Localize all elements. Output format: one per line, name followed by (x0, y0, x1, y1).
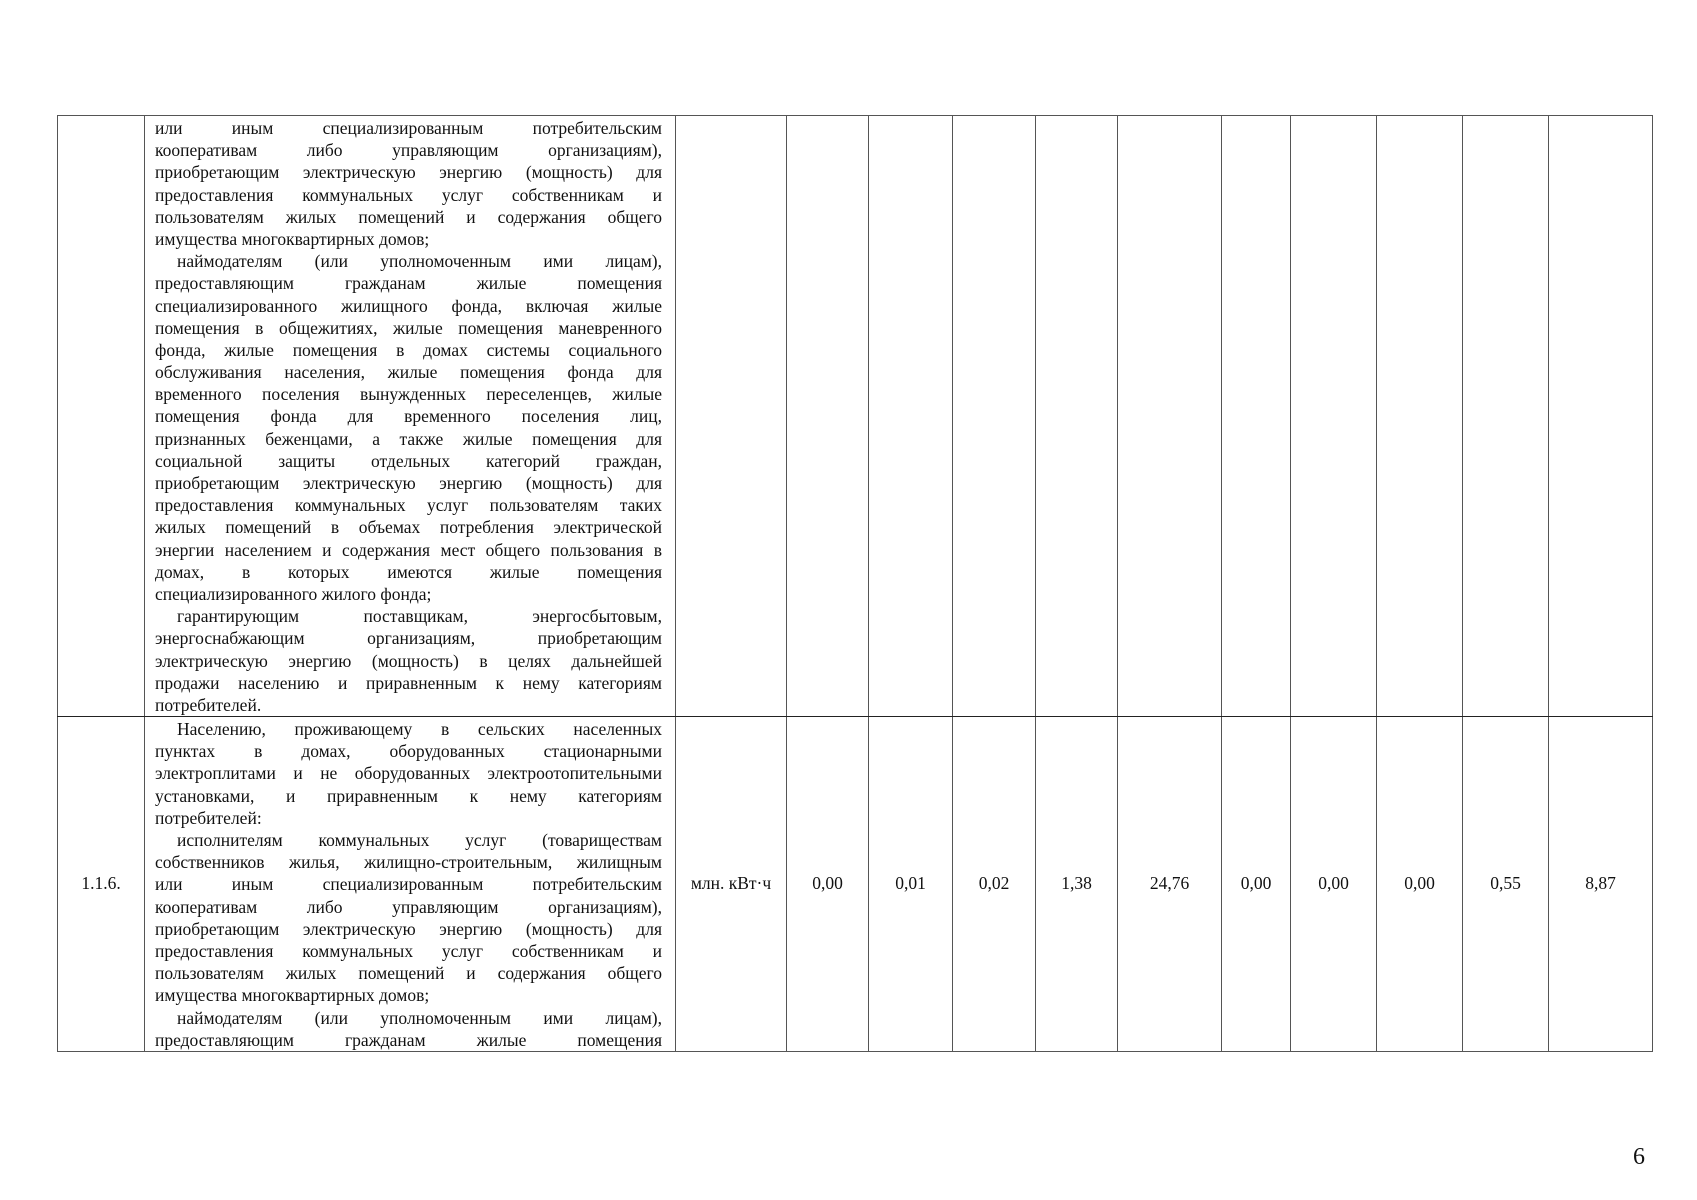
value-cell: 0,55 (1463, 717, 1549, 1052)
text-line: обслуживания населения, жилые помещения фонда для (155, 362, 662, 383)
text-line: имущества многоквартирных домов; (155, 985, 430, 1006)
row-number: 1.1.6. (58, 717, 145, 1052)
value-cell: 0,00 (1291, 717, 1377, 1052)
text-line: предоставления коммунальных услуг собственникам и (155, 940, 662, 961)
text-line: социальной защиты отдельных категорий граждан, (155, 450, 662, 471)
text-line: предоставляющим гражданам жилые помещения (155, 1029, 662, 1050)
table-row (58, 116, 1653, 717)
text-line: электроплитами и не оборудованных электроотопительными (155, 763, 662, 784)
text-line: пользователям жилых помещений и содержания общего (155, 963, 662, 984)
text-line: приобретающим электрическую энергию (мощность) для (155, 473, 662, 493)
text-line: домах, в которых имеются жилые помещения (155, 561, 662, 582)
text-line: помещения фонда для временного поселения лиц, (155, 406, 662, 427)
value-cell (953, 116, 1036, 717)
value-cell (1036, 116, 1118, 717)
page-number: 6 (1633, 1144, 1645, 1170)
value-cell: 0,00 (1222, 717, 1291, 1052)
text-line: приобретающим электрическую энергию (мощность) для (155, 162, 662, 183)
text-line: приобретающим электрическую энергию (мощность) для (155, 918, 662, 939)
text-line: наймодателям (или уполномоченным ими лицам), (177, 251, 662, 272)
value-cell (1377, 116, 1463, 717)
text-line: собственников жилья, жилищно-строительным, жилищным (155, 852, 662, 873)
value-cell: 0,02 (953, 717, 1036, 1052)
row-description (145, 116, 676, 717)
text-line: временного поселения вынужденных переселенцев, жилые (155, 384, 662, 405)
unit-cell (676, 116, 787, 717)
text-line: специализированного жилого фонда; (155, 583, 432, 604)
text-line: имущества многоквартирных домов; (155, 228, 430, 249)
text-line: или иным специализированным потребительским (155, 118, 662, 138)
text-line: фонда, жилые помещения в домах системы социального (155, 339, 662, 360)
row-number (58, 116, 145, 717)
text-line: специализированного жилищного фонда, включая жилые (155, 295, 662, 316)
unit-cell: млн. кВт·ч (676, 717, 787, 1052)
value-cell: 8,87 (1549, 717, 1653, 1052)
text-line: признанных беженцами, а также жилые помещения для (155, 428, 662, 449)
value-cell (787, 116, 869, 717)
value-cell (1549, 116, 1653, 717)
text-line: гарантирующим поставщикам, энергосбытовым, (177, 606, 662, 627)
text-line: или иным специализированным потребительским (155, 874, 662, 895)
text-line: электрическую энергию (мощность) в целях дальнейшей (155, 650, 662, 671)
text-line: жилых помещений в объемах потребления электрической (155, 517, 662, 538)
value-cell (1118, 116, 1222, 717)
text-line: предоставляющим гражданам жилые помещения (155, 273, 662, 294)
text-line: исполнителям коммунальных услуг (товариществам (177, 830, 662, 850)
text-line: кооперативам либо управляющим организациям), (155, 140, 662, 161)
value-cell (869, 116, 953, 717)
text-line: энергии населением и содержания мест общего пользования в (155, 539, 662, 560)
tariff-balance-table (57, 115, 1653, 1052)
text-line: кооперативам либо управляющим организациям), (155, 896, 662, 917)
text-line: пользователям жилых помещений и содержания общего (155, 206, 662, 227)
value-cell (1291, 116, 1377, 717)
text-line: помещения в общежитиях, жилые помещения маневренного (155, 317, 662, 338)
text-line: энергоснабжающим организациям, приобретающим (155, 628, 662, 649)
value-cell: 0,01 (869, 717, 953, 1052)
value-cell (1222, 116, 1291, 717)
text-line: пунктах в домах, оборудованных стационарными (155, 741, 662, 762)
text-line: потребителей: (155, 807, 262, 828)
text-line: установками, и приравненным к нему категориям (155, 785, 662, 806)
value-cell: 1,38 (1036, 717, 1118, 1052)
text-line: продажи населению и приравненным к нему категориям (155, 672, 662, 693)
text-line: Населению, проживающему в сельских населенных (177, 719, 662, 740)
text-line: наймодателям (или уполномоченным ими лицам), (177, 1007, 662, 1028)
value-cell: 0,00 (787, 717, 869, 1052)
row-description (145, 717, 676, 1052)
text-line: предоставления коммунальных услуг собственникам и (155, 184, 662, 205)
value-cell: 0,00 (1377, 717, 1463, 1052)
value-cell (1463, 116, 1549, 717)
value-cell: 24,76 (1118, 717, 1222, 1052)
text-line: потребителей. (155, 694, 262, 715)
text-line: предоставления коммунальных услуг пользователям таких (155, 495, 662, 516)
table-row (58, 717, 1653, 1052)
